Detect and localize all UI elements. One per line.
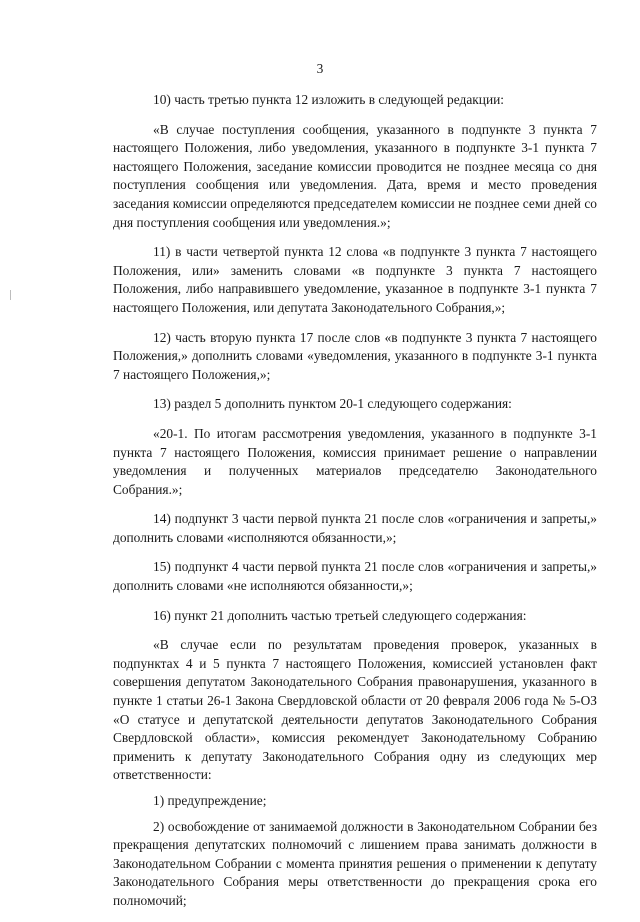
paragraph-12: 12) часть вторую пункта 17 после слов «в подпункте 3 пункта 7 настоящего Положения,» дополнить словами «уведомления, указанного в подпункте 3-1 пункта 7 настоящего Положения,»; — [113, 329, 597, 382]
list-item-dismissal: 2) освобождение от занимаемой должности в Законодательном Собрании без прекращения депутатских полномочий с лишением права занимать должности в Законодательном Собрании с момента принятия решения о применении к депутату Законодательного Собрания меры ответственности до прекращения срока его полномочий; — [113, 818, 597, 908]
paragraph-10-heading: 10) часть третью пункта 12 изложить в следующей редакции: — [153, 92, 505, 107]
paragraph-16-quote: «В случае если по результатам проведения проверок, указанных в подпунктах 4 и 5 пункта 7 настоящего Положения, комиссией установлен факт совершения депутатом Законодательного Собрания правонарушения, указанного в пункте 1 статьи 26-1 Закона Свердловской области от 20 февраля 2006 года № 5-ОЗ «О статусе и депутатской деятельности депутатов Законодательного Собрания Свердловской области», комиссия рекомендует Законодательному Собранию применить к депутату Законодательного Собрания одну из следующих мер ответственности: — [113, 637, 597, 783]
paragraph-14: 14) подпункт 3 части первой пункта 21 после слов «ограничения и запреты,» дополнить словами «исполняются обязанности,»; — [113, 511, 597, 545]
paragraph-11: 11) в части четвертой пункта 12 слова «в подпункте 3 пункта 7 настоящего Положения, или» заменить словами «в подпункте 3 пункта 7 настоящего Положения, либо направившего уведомление, указанное в подпункте 3-1 пункта 7 настоящего Положения, или депутата Законодательного Собрания,»; — [113, 244, 597, 315]
page-number: 3 — [316, 61, 324, 76]
document-body — [113, 91, 597, 922]
paragraph-13-quote: «20-1. По итогам рассмотрения уведомления, указанного в подпункте 3-1 пункта 7 настоящего Положения, комиссия принимает решение о направлении уведомления и полученных материалов председателю Законодательного Собрания.»; — [113, 425, 597, 497]
paragraph-16-heading: 16) пункт 21 дополнить частью третьей следующего содержания: — [153, 607, 527, 623]
paragraph-15: 15) подпункт 4 части первой пункта 21 после слов «ограничения и запреты,» дополнить словами «не исполняются обязанности,»; — [113, 559, 597, 594]
margin-mark — [10, 290, 11, 300]
list-item-warning: 1) предупреждение; — [153, 793, 267, 808]
paragraph-13-heading: 13) раздел 5 дополнить пунктом 20-1 следующего содержания: — [153, 396, 512, 412]
paragraph-10-quote: «В случае поступления сообщения, указанного в подпункте 3 пункта 7 настоящего Положения, либо уведомления, указанного в подпункте 3-1 пункта 7 настоящего Положения, заседание комиссии проводится не позднее месяца со дня поступления сообщения или уведомления. Дата, время и место проведения заседания комиссии определяются председателем комиссии не позднее семи дней со дня поступления сообщения или уведомления.»; — [113, 121, 597, 230]
